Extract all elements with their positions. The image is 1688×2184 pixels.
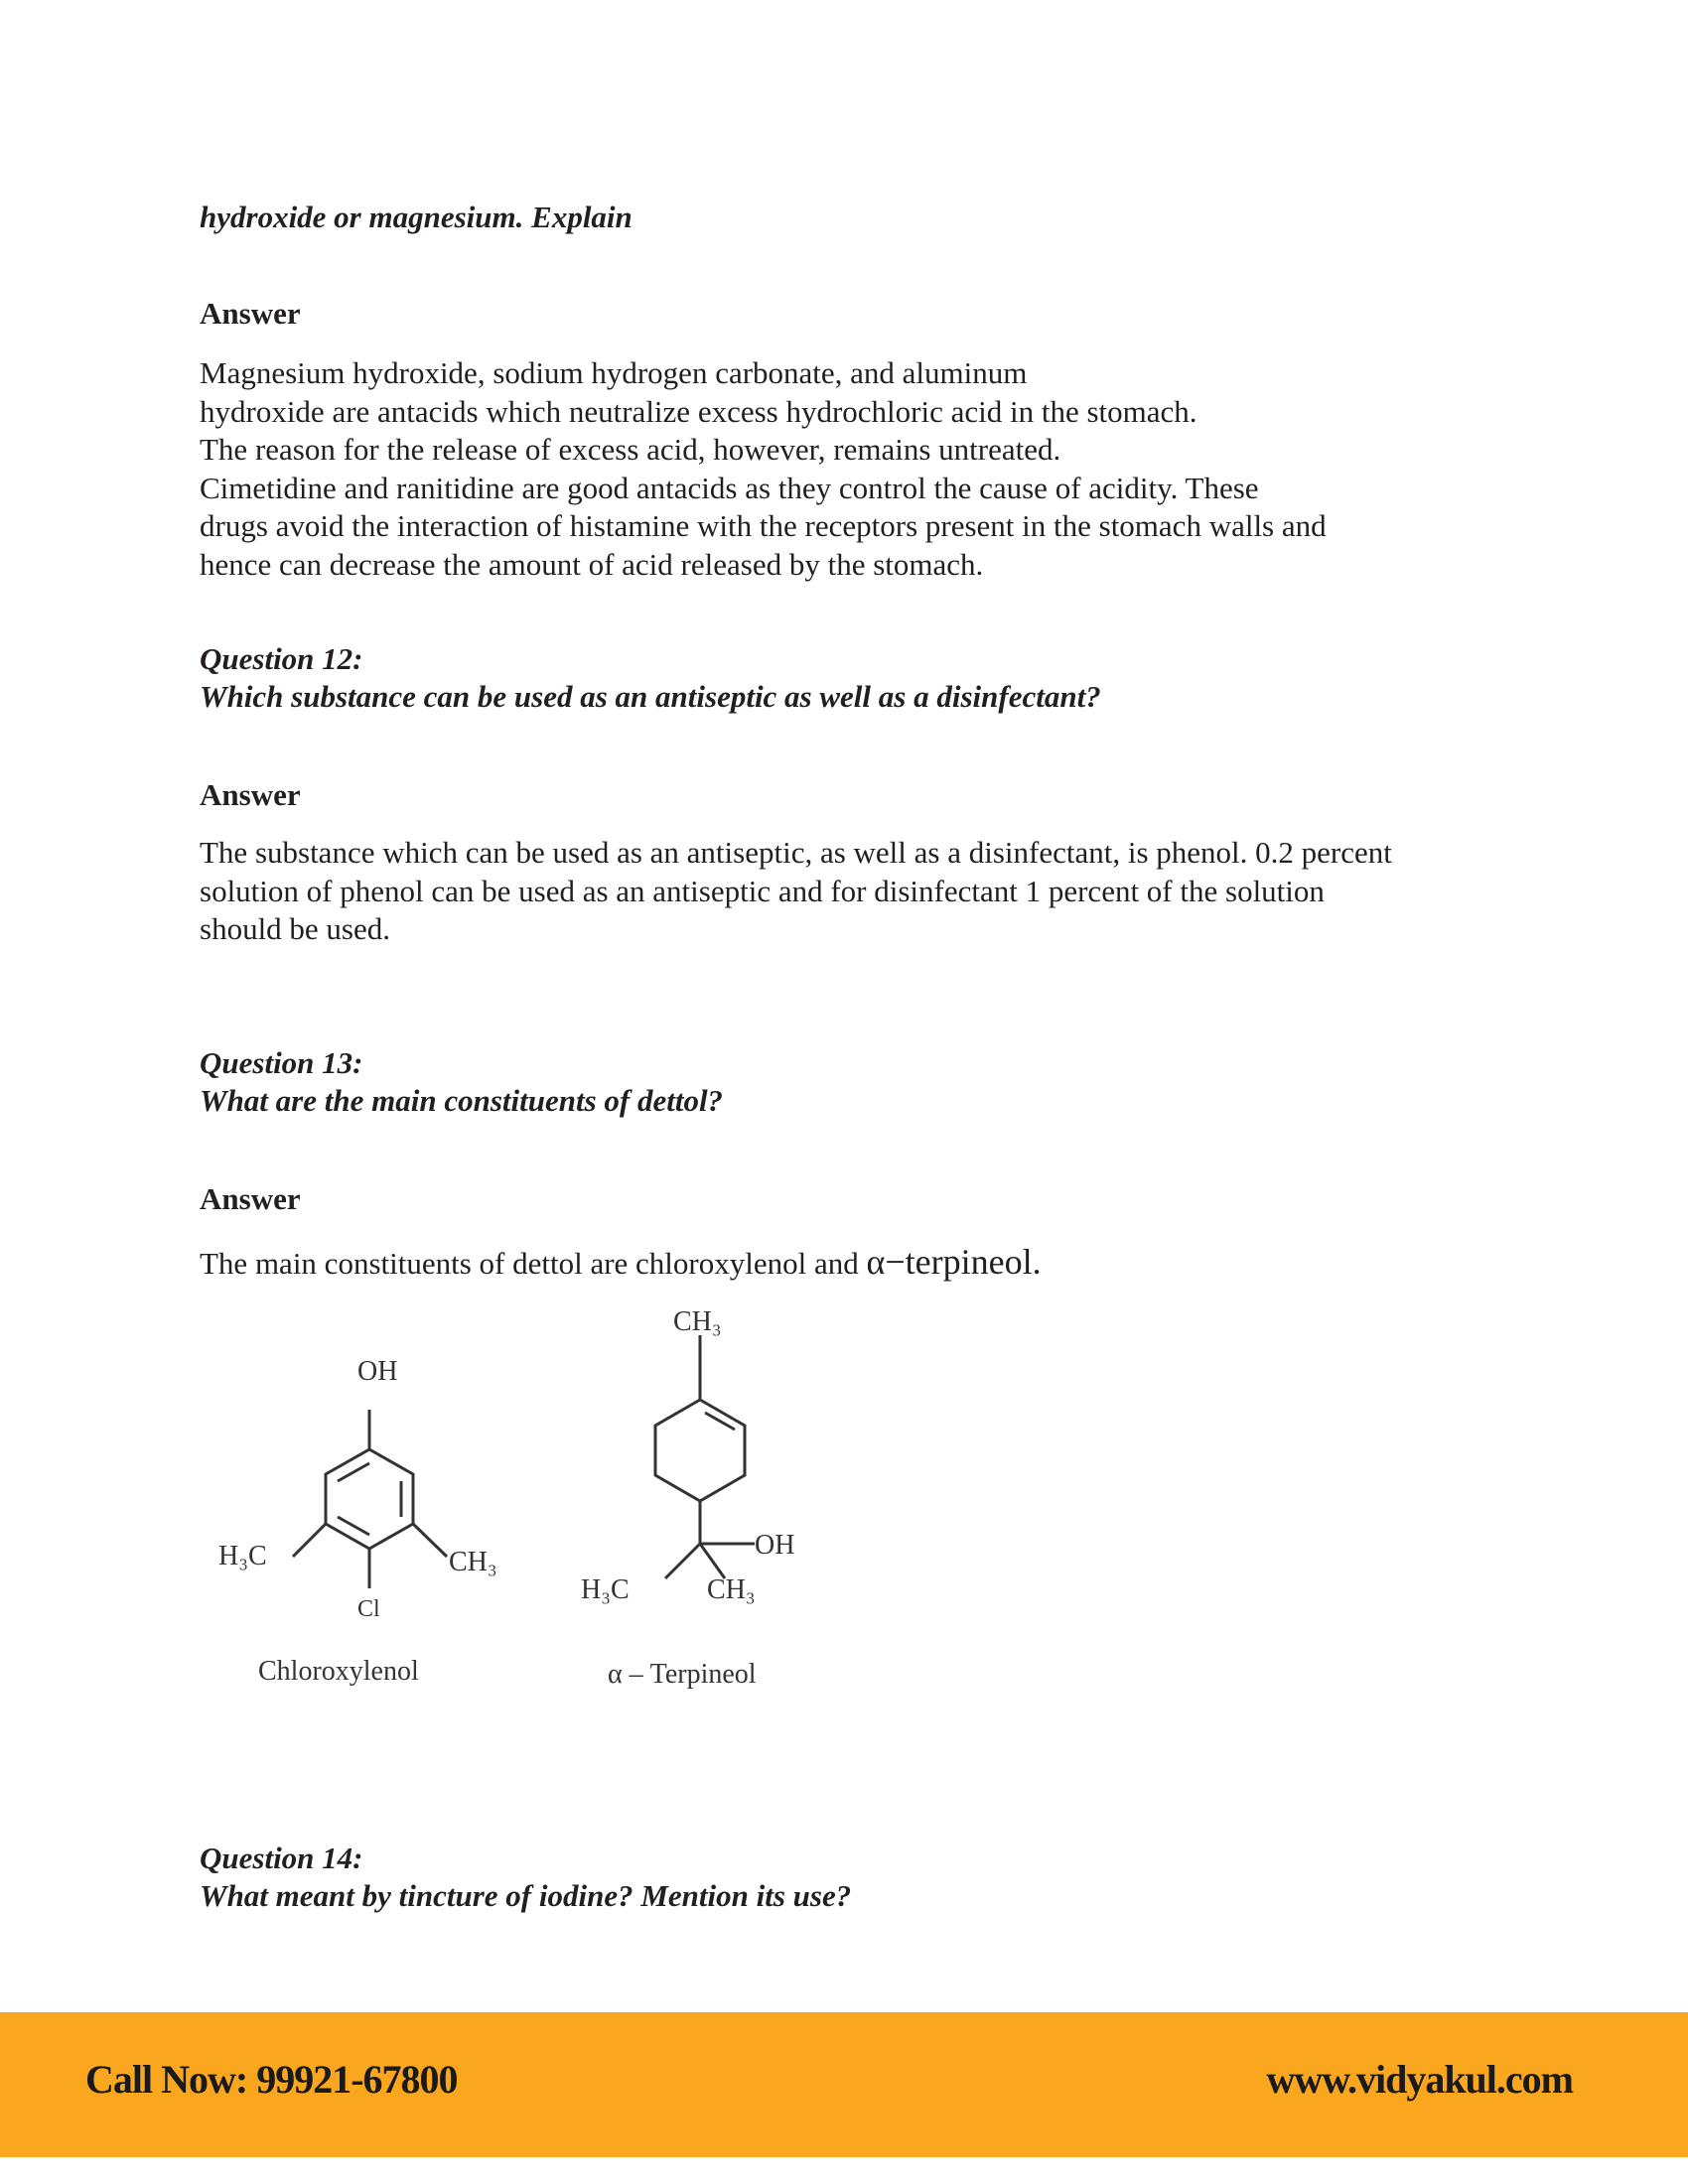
question-label: Question 13: xyxy=(200,1045,363,1080)
question-11-tail: hydroxide or magnesium. Explain xyxy=(200,200,633,234)
question-13 xyxy=(200,1044,723,1120)
answer-line: hydroxide are antacids which neutralize excess hydrochloric acid in the stomach. xyxy=(200,393,1197,429)
question-text: What meant by tincture of iodine? Mention its use? xyxy=(200,1878,852,1913)
answer-13 xyxy=(200,1243,1042,1284)
answer-line: hence can decrease the amount of acid released by the stomach. xyxy=(200,546,984,582)
answer-heading: Answer xyxy=(200,296,301,331)
answer-text: The main constituents of dettol are chloroxylenol and xyxy=(200,1246,867,1281)
question-12 xyxy=(200,640,1101,716)
answer-12 xyxy=(200,834,1392,949)
website-link[interactable]: www.vidyakul.com xyxy=(1266,2057,1573,2102)
terpineol-ch3-label: CH₃ xyxy=(707,1574,756,1605)
terpineol-oh-label: OH xyxy=(755,1530,795,1561)
answer-11 xyxy=(200,354,1327,584)
alpha-terpineol-text: α−terpineol. xyxy=(866,1242,1042,1282)
question-text: What are the main constituents of dettol? xyxy=(200,1083,724,1118)
cl-label: Cl xyxy=(357,1596,380,1622)
question-text: Which substance can be used as an antiseptic as well as a disinfectant? xyxy=(200,679,1101,714)
oh-label: OH xyxy=(357,1356,398,1387)
terpineol-h3c-label: H₃C xyxy=(581,1574,630,1605)
chloroxylenol-caption: Chloroxylenol xyxy=(258,1656,419,1687)
structure-diagram xyxy=(199,1300,814,1698)
terpineol-caption: α – Terpineol xyxy=(608,1659,757,1690)
question-label: Question 14: xyxy=(200,1841,363,1875)
answer-heading: Answer xyxy=(200,777,301,812)
answer-line: Cimetidine and ranitidine are good antacids as they control the cause of acidity. These xyxy=(200,470,1259,505)
call-now-phone[interactable]: Call Now: 99921-67800 xyxy=(85,2057,458,2102)
answer-line: Magnesium hydroxide, sodium hydrogen carbonate, and aluminum xyxy=(200,355,1028,390)
answer-heading: Answer xyxy=(200,1181,301,1216)
footer-banner xyxy=(0,2012,1688,2157)
answer-line: The substance which can be used as an antiseptic, as well as a disinfectant, is phenol. 0.2 percent xyxy=(200,835,1392,870)
answer-line: drugs avoid the interaction of histamine with the receptors present in the stomach walls and xyxy=(200,508,1327,543)
dettol-structures-figure xyxy=(199,1300,814,1698)
answer-line: The reason for the release of excess acid, however, remains untreated. xyxy=(200,432,1061,467)
question-14 xyxy=(200,1840,851,1915)
answer-line: solution of phenol can be used as an antiseptic and for disinfectant 1 percent of the solution xyxy=(200,873,1325,908)
answer-line: should be used. xyxy=(200,911,391,946)
question-label: Question 12: xyxy=(200,641,363,676)
ch3-label: CH₃ xyxy=(449,1547,497,1577)
h3c-label: H₃C xyxy=(218,1541,267,1571)
terpineol-ch3-top-label: CH₃ xyxy=(673,1306,722,1337)
